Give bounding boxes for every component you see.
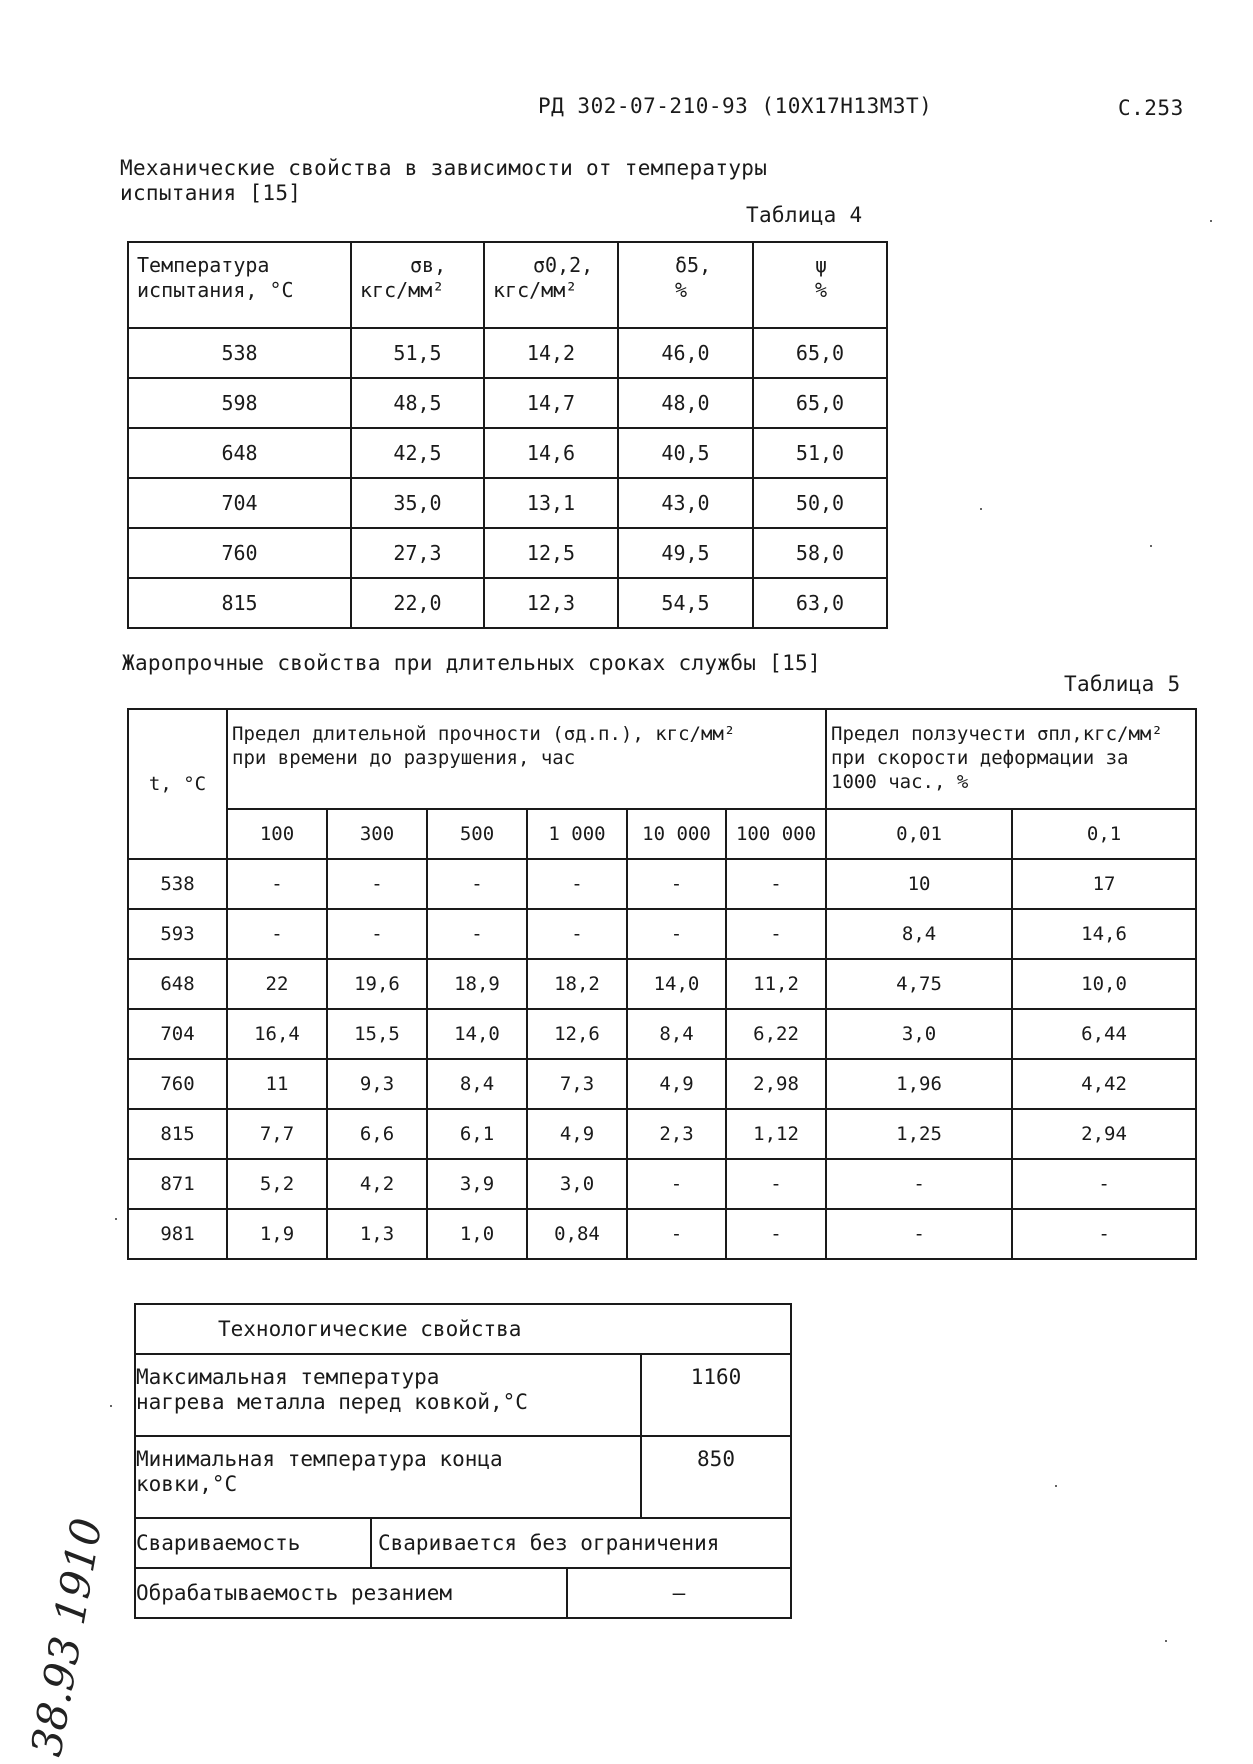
table-cell: 58,0 — [753, 528, 887, 578]
table-cell: - — [227, 909, 327, 959]
table-cell: 48,5 — [351, 378, 484, 428]
table-cell: 22 — [227, 959, 327, 1009]
table-cell: 22,0 — [351, 578, 484, 628]
table-cell: 18,9 — [427, 959, 527, 1009]
table-cell: 3,0 — [826, 1009, 1012, 1059]
table-cell: 704 — [128, 1009, 227, 1059]
table-cell: 19,6 — [327, 959, 427, 1009]
table6-min-temp-label — [135, 1436, 641, 1518]
table4-caption — [120, 156, 767, 206]
table-cell: 538 — [128, 859, 227, 909]
table-cell: - — [826, 1209, 1012, 1259]
header-line: % — [814, 278, 828, 302]
header-line: кгс/мм² — [493, 278, 578, 302]
table6-row-machinability — [135, 1568, 791, 1618]
table-cell: - — [627, 859, 726, 909]
header-line: испытания, °С — [137, 278, 294, 302]
table-cell: 14,2 — [484, 328, 618, 378]
table-row — [128, 578, 887, 628]
table-cell: - — [427, 909, 527, 959]
table-cell: 0,84 — [527, 1209, 627, 1259]
table-cell: - — [527, 859, 627, 909]
table6-machinability-label: Обрабатываемость резанием — [135, 1568, 567, 1618]
page-number: С.253 — [1118, 96, 1184, 120]
header-line: кгс/мм² — [360, 278, 445, 302]
table4-label: Таблица 4 — [746, 203, 863, 227]
header-line: δ5, — [675, 253, 712, 277]
table-cell: 12,3 — [484, 578, 618, 628]
table4-col-temperature — [128, 242, 351, 328]
table-cell: 43,0 — [618, 478, 753, 528]
table-cell: 10 — [826, 859, 1012, 909]
table-cell: 6,22 — [726, 1009, 826, 1059]
header-line: σв, — [410, 253, 447, 277]
table4-col-sigma-b — [351, 242, 484, 328]
table6-row-max-forging-temp — [135, 1354, 791, 1436]
table-cell: - — [627, 909, 726, 959]
table-cell: 51,5 — [351, 328, 484, 378]
table5-caption: Жаропрочные свойства при длительных сроках службы [15] — [122, 651, 821, 675]
subheader-cell: 0,1 — [1012, 809, 1196, 859]
table-cell: 11,2 — [726, 959, 826, 1009]
table-row — [128, 328, 887, 378]
table-row — [128, 478, 887, 528]
table-cell: 42,5 — [351, 428, 484, 478]
table-cell: 16,4 — [227, 1009, 327, 1059]
table6-weldability-label: Свариваемость — [135, 1518, 371, 1568]
scan-speck — [1210, 220, 1212, 222]
table-cell: 15,5 — [327, 1009, 427, 1059]
table5-label: Таблица 5 — [1064, 672, 1181, 696]
table-cell: 2,3 — [627, 1109, 726, 1159]
table-cell: 27,3 — [351, 528, 484, 578]
table-cell: 815 — [128, 578, 351, 628]
table-row — [128, 428, 887, 478]
table-cell: 51,0 — [753, 428, 887, 478]
table4-col-sigma-02 — [484, 242, 618, 328]
table4-col-delta5 — [618, 242, 753, 328]
table-cell: - — [627, 1209, 726, 1259]
table-row — [128, 528, 887, 578]
table6-row-min-forging-temp — [135, 1436, 791, 1518]
table-cell: - — [1012, 1209, 1196, 1259]
table-row — [128, 1159, 1196, 1209]
table-cell: 4,75 — [826, 959, 1012, 1009]
scan-speck — [1165, 1640, 1167, 1642]
table4-caption-line2: испытания [15] — [120, 181, 302, 205]
table5-col-t: t, °С — [128, 709, 227, 859]
table-cell: 8,4 — [627, 1009, 726, 1059]
subheader-cell: 300 — [327, 809, 427, 859]
table-cell: 63,0 — [753, 578, 887, 628]
label-line: Минимальная температура конца — [136, 1447, 503, 1471]
table-cell: 1,12 — [726, 1109, 826, 1159]
signature-text: 38.93 1910 — [21, 1514, 112, 1760]
table-cell: 1,3 — [327, 1209, 427, 1259]
table-cell: 760 — [128, 1059, 227, 1109]
table-cell: 40,5 — [618, 428, 753, 478]
table-cell: 11 — [227, 1059, 327, 1109]
table-cell: 6,44 — [1012, 1009, 1196, 1059]
subheader-cell: 100 — [227, 809, 327, 859]
table5-header-row — [128, 709, 1196, 809]
subheader-cell: 0,01 — [826, 809, 1012, 859]
table-cell: 2,94 — [1012, 1109, 1196, 1159]
table5-group-creep-limit — [826, 709, 1196, 809]
table-cell: - — [726, 909, 826, 959]
header-line: ψ — [814, 253, 828, 277]
table5-subheader-row — [128, 809, 1196, 859]
table-cell: 4,9 — [527, 1109, 627, 1159]
group-line: Предел ползучести σпл,кгс/мм² — [831, 723, 1163, 745]
table-cell: 1,9 — [227, 1209, 327, 1259]
table-cell: 4,42 — [1012, 1059, 1196, 1109]
table6-min-temp-value: 850 — [641, 1436, 791, 1518]
group-line: Предел длительной прочности (σд.п.), кгс/мм² — [232, 723, 736, 745]
table-cell: 8,4 — [427, 1059, 527, 1109]
table6-title: Технологические свойства — [135, 1304, 791, 1354]
table-cell: 1,25 — [826, 1109, 1012, 1159]
scan-speck — [980, 508, 982, 510]
table6-machinability-value: – — [567, 1568, 791, 1618]
table-cell: 14,7 — [484, 378, 618, 428]
scan-speck — [115, 1218, 117, 1220]
table-cell: 5,2 — [227, 1159, 327, 1209]
table-cell: - — [227, 859, 327, 909]
table-cell: 981 — [128, 1209, 227, 1259]
table-cell: 50,0 — [753, 478, 887, 528]
table-cell: 648 — [128, 428, 351, 478]
table-cell: - — [427, 859, 527, 909]
table6-row-weldability — [135, 1518, 791, 1568]
table-cell: 54,5 — [618, 578, 753, 628]
table-cell: 49,5 — [618, 528, 753, 578]
table4-caption-line1: Механические свойства в зависимости от температуры — [120, 156, 768, 180]
table-cell: 538 — [128, 328, 351, 378]
table5-creep-properties — [127, 708, 1197, 1260]
table-cell: 35,0 — [351, 478, 484, 528]
table-cell: 704 — [128, 478, 351, 528]
table-cell: 4,9 — [627, 1059, 726, 1109]
subheader-cell: 1 000 — [527, 809, 627, 859]
subheader-cell: 100 000 — [726, 809, 826, 859]
table-cell: 14,0 — [627, 959, 726, 1009]
table-row — [128, 1059, 1196, 1109]
table6-max-temp-value: 1160 — [641, 1354, 791, 1436]
table-cell: 593 — [128, 909, 227, 959]
table-cell: - — [726, 1159, 826, 1209]
subheader-cell: 500 — [427, 809, 527, 859]
table6-weldability-value: Сваривается без ограничения — [371, 1518, 791, 1568]
table-cell: 17 — [1012, 859, 1196, 909]
table-cell: 1,96 — [826, 1059, 1012, 1109]
table-cell: - — [327, 859, 427, 909]
table4-mechanical-properties — [127, 241, 888, 629]
handwritten-signature — [18, 1440, 112, 1760]
table-cell: 6,1 — [427, 1109, 527, 1159]
table-cell: 7,3 — [527, 1059, 627, 1109]
scan-speck — [1150, 545, 1152, 547]
table-cell: 14,0 — [427, 1009, 527, 1059]
table6-max-temp-label — [135, 1354, 641, 1436]
table6-title-row — [135, 1304, 791, 1354]
label-line: Максимальная температура — [136, 1365, 440, 1389]
table-cell: - — [527, 909, 627, 959]
table-cell: 3,0 — [527, 1159, 627, 1209]
header-line: Температура — [137, 253, 270, 277]
table-cell: 12,6 — [527, 1009, 627, 1059]
table-row — [128, 909, 1196, 959]
table-row — [128, 1109, 1196, 1159]
table-cell: 65,0 — [753, 378, 887, 428]
table-cell: 14,6 — [484, 428, 618, 478]
group-line: при времени до разрушения, час — [232, 747, 576, 769]
table-cell: 2,98 — [726, 1059, 826, 1109]
table-cell: 648 — [128, 959, 227, 1009]
table-cell: 8,4 — [826, 909, 1012, 959]
table-cell: 14,6 — [1012, 909, 1196, 959]
table4-header-row — [128, 242, 887, 328]
table-cell: - — [1012, 1159, 1196, 1209]
table4-col-psi — [753, 242, 887, 328]
table-row — [128, 959, 1196, 1009]
table-row — [128, 859, 1196, 909]
table-cell: 13,1 — [484, 478, 618, 528]
table-cell: 3,9 — [427, 1159, 527, 1209]
table-row — [128, 1209, 1196, 1259]
table-cell: 18,2 — [527, 959, 627, 1009]
header-line: σ0,2, — [533, 253, 594, 277]
table-cell: 65,0 — [753, 328, 887, 378]
table-row — [128, 1009, 1196, 1059]
scan-speck — [110, 1405, 112, 1407]
header-line: % — [675, 278, 688, 302]
table-cell: - — [327, 909, 427, 959]
table-cell: 760 — [128, 528, 351, 578]
table-cell: 48,0 — [618, 378, 753, 428]
table-row — [128, 378, 887, 428]
table6-technological-properties — [134, 1303, 792, 1619]
table-cell: 10,0 — [1012, 959, 1196, 1009]
table-cell: - — [726, 859, 826, 909]
group-line: при скорости деформации за — [831, 747, 1129, 769]
label-line: ковки,°С — [136, 1472, 238, 1496]
subheader-cell: 10 000 — [627, 809, 726, 859]
document-code: РД 302-07-210-93 (10Х17Н13М3Т) — [538, 94, 933, 118]
table-cell: - — [627, 1159, 726, 1209]
table-cell: 1,0 — [427, 1209, 527, 1259]
table-cell: 6,6 — [327, 1109, 427, 1159]
table-cell: 4,2 — [327, 1159, 427, 1209]
table-cell: 871 — [128, 1159, 227, 1209]
label-line: нагрева металла перед ковкой,°С — [136, 1390, 528, 1414]
table-cell: 46,0 — [618, 328, 753, 378]
table5-group-rupture-strength — [227, 709, 826, 809]
group-line: 1000 час., % — [831, 771, 969, 793]
table-cell: 7,7 — [227, 1109, 327, 1159]
scan-speck — [1055, 1485, 1057, 1487]
table-cell: 815 — [128, 1109, 227, 1159]
table-cell: 12,5 — [484, 528, 618, 578]
table-cell: 9,3 — [327, 1059, 427, 1109]
table-cell: 598 — [128, 378, 351, 428]
table-cell: - — [726, 1209, 826, 1259]
table-cell: - — [826, 1159, 1012, 1209]
